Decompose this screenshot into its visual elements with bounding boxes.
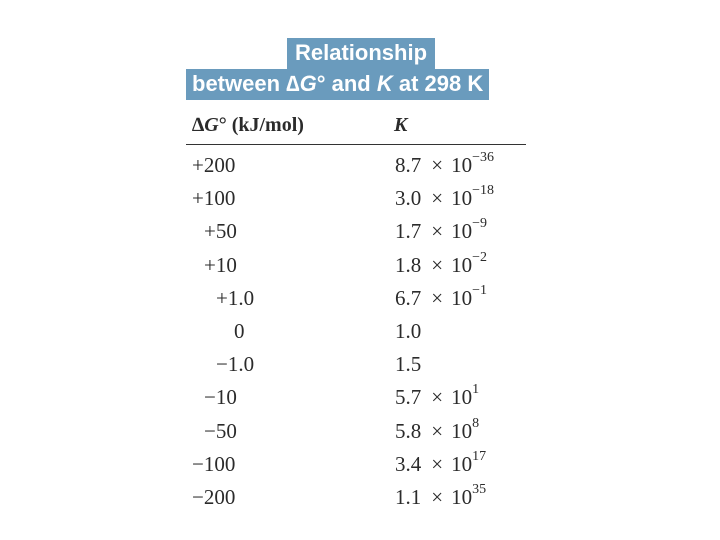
delta-g-value: +100 [192, 186, 236, 211]
k-base: 10 [451, 385, 473, 410]
title-g-symbol: G [299, 71, 317, 96]
times-sign: × [431, 186, 444, 211]
delta-g-value: +50 [204, 219, 237, 244]
table-row [186, 211, 526, 244]
k-value [395, 382, 480, 410]
k-value [395, 415, 480, 444]
k-mantissa: 1.8 [395, 252, 422, 277]
k-value [395, 448, 487, 477]
k-exponent: 35 [472, 481, 487, 497]
k-value [395, 352, 421, 377]
k-mantissa: 8.7 [395, 153, 422, 177]
delta-g-value: +10 [204, 252, 237, 277]
delta-g-value: −1.0 [216, 352, 255, 377]
k-base: 10 [451, 484, 473, 509]
title-suffix: at 298 K [392, 71, 484, 96]
table-row [186, 145, 526, 178]
k-exponent: −18 [472, 183, 494, 199]
k-mantissa: 5.8 [395, 418, 422, 443]
times-sign: × [431, 451, 444, 476]
k-base: 10 [451, 153, 473, 177]
header-delta-g [192, 114, 304, 137]
k-exponent: −1 [472, 282, 487, 298]
title-k-symbol: K [376, 71, 393, 96]
header-k: K [394, 114, 408, 136]
header-delta: ∆ [192, 114, 205, 136]
k-base: 10 [451, 285, 473, 310]
dg-k-table [186, 108, 526, 510]
times-sign: × [431, 219, 444, 244]
k-exponent: −2 [472, 249, 487, 265]
delta-g-value: −200 [192, 484, 236, 509]
table-row [186, 411, 526, 444]
k-base: 10 [451, 418, 473, 443]
table-row [186, 311, 526, 344]
table-row [186, 444, 526, 477]
k-value [395, 319, 421, 344]
k-value [395, 249, 487, 278]
times-sign: × [431, 285, 444, 310]
header-unit: ° (kJ/mol) [218, 114, 304, 136]
delta-g-value: +200 [192, 153, 236, 177]
k-base: 10 [451, 219, 473, 244]
table-row [186, 245, 526, 278]
header-g: G [204, 114, 219, 136]
times-sign: × [431, 385, 444, 410]
times-sign: × [431, 153, 444, 177]
k-value [395, 481, 487, 510]
k-mantissa: 1.5 [395, 352, 422, 377]
title-text-1: Relationship [295, 40, 428, 65]
times-sign: × [431, 252, 444, 277]
k-mantissa: 3.0 [395, 186, 422, 211]
table-row [186, 477, 526, 510]
title-line-2 [186, 69, 489, 100]
times-sign: × [431, 418, 444, 443]
k-base: 10 [451, 252, 473, 277]
delta-g-value: −100 [192, 451, 236, 476]
k-exponent: 8 [472, 415, 480, 431]
title-mid: ° and [316, 71, 377, 96]
times-sign: × [431, 484, 444, 509]
table-body [186, 145, 526, 510]
k-exponent: 17 [472, 448, 487, 464]
delta-g-value: −50 [204, 418, 237, 443]
k-mantissa: 3.4 [395, 451, 422, 476]
table-row [186, 344, 526, 377]
title-line-1 [287, 38, 435, 69]
delta-g-value: −10 [204, 385, 237, 410]
k-exponent: 1 [472, 382, 480, 398]
table-header [186, 108, 526, 145]
k-value [395, 183, 494, 211]
k-value [395, 150, 494, 178]
delta-g-value: +1.0 [216, 285, 255, 310]
k-exponent: −9 [472, 216, 487, 232]
k-base: 10 [451, 451, 473, 476]
title-prefix: between ∆ [192, 71, 300, 96]
k-mantissa: 5.7 [395, 385, 422, 410]
k-value [395, 282, 487, 311]
delta-g-value: 0 [234, 318, 245, 343]
table-row [186, 377, 526, 410]
table-row [186, 278, 526, 311]
k-exponent: −36 [472, 150, 494, 165]
k-mantissa: 1.0 [395, 318, 422, 343]
k-mantissa: 6.7 [395, 285, 422, 310]
k-mantissa: 1.1 [395, 484, 422, 509]
k-value [395, 216, 487, 244]
table-row [186, 178, 526, 211]
k-base: 10 [451, 186, 473, 211]
k-mantissa: 1.7 [395, 219, 422, 244]
